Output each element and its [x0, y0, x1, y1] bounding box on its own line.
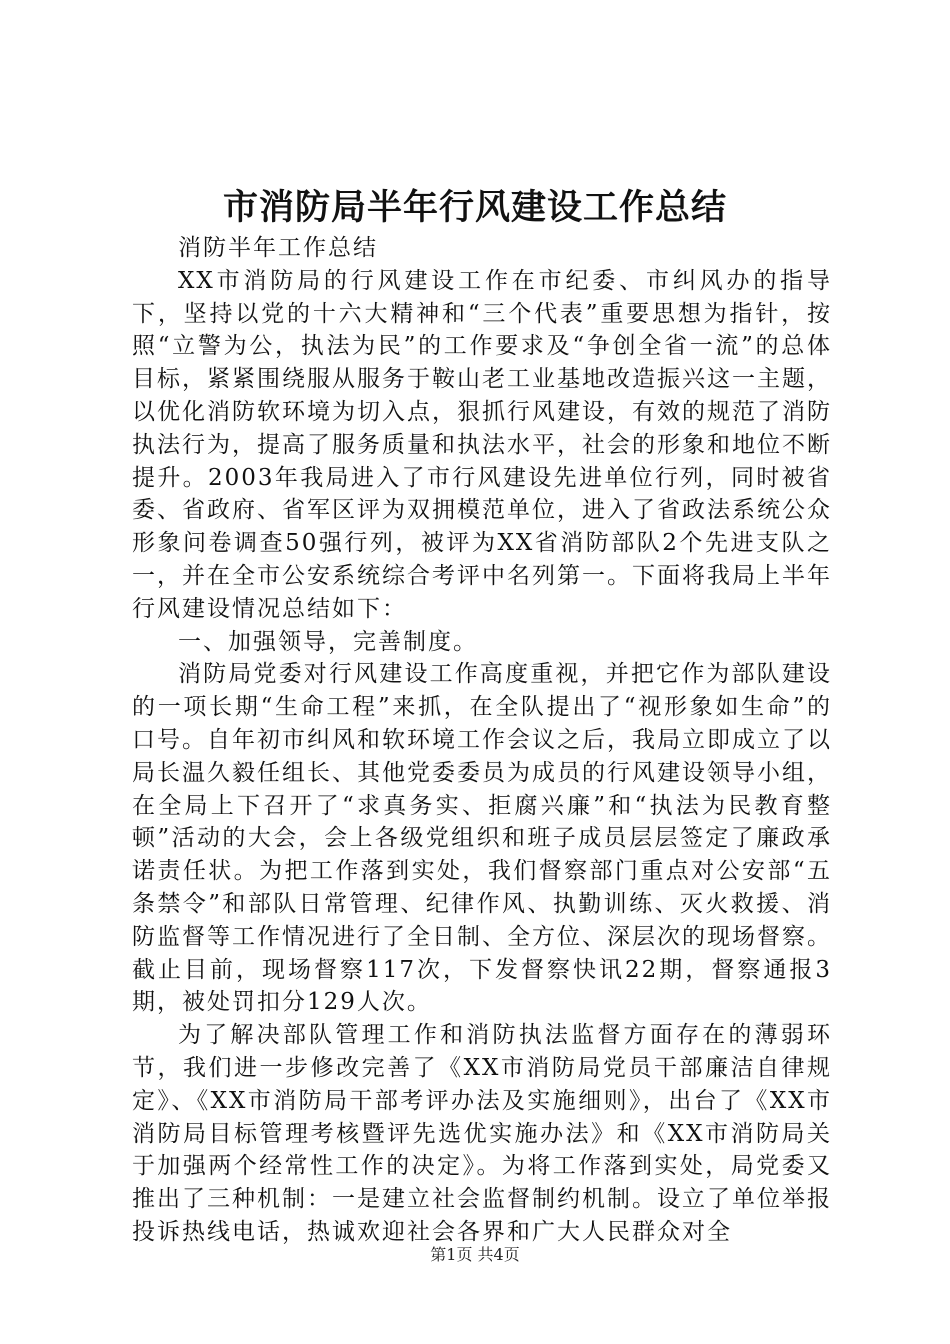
paragraph-regulations: 为了解决部队管理工作和消防执法监督方面存在的薄弱环节，我们进一步修改完善了《XX市消防局党员干部廉洁自律规定》、《XX市消防局干部考评办法及实施细则》，出台了《XX市消防局目标管理考核暨评先选优实施办法》和《XX市消防局关于加强两个经常性工作的决定》。为将工作落到实处，局党委又推出了三种机制：一是建立社会监督制约机制。设立了单位举报投诉热线电话，热诚欢迎社会各界和广大人民群众对全	[132, 1022, 832, 1245]
paragraph-subtitle: 消防半年工作总结	[178, 235, 378, 261]
document-title: 市消防局半年行风建设工作总结	[222, 188, 727, 228]
paragraph-leadership: 消防局党委对行风建设工作高度重视，并把它作为部队建设的一项长期“生命工程”来抓，在全队提出了“视形象如生命”的口号。自年初市纠风和软环境工作会议之后，我局立即成立了以局长温久毅任组长、其他党委委员为成员的行风建设领导小组，在全局上下召开了“求真务实、拒腐兴廉”和“执法为民教育整顿”活动的大会，会上各级党组织和班子成员层层签定了廉政承诺责任状。为把工作落到实处，我们督察部门重点对公安部“五条禁令”和部队日常管理、纪律作风、执勤训练、灭火救援、消防监督等工作情况进行了全日制、全方位、深层次的现场督察。截止目前，现场督察117次，下发督察快讯22期，督察通报3期，被处罚扣分129人次。	[132, 661, 832, 1016]
page-number: 第1页 共4页	[430, 1245, 520, 1264]
section-heading: 一、加强领导，完善制度。	[178, 628, 478, 655]
paragraph-intro: XX市消防局的行风建设工作在市纪委、市纠风办的指导下，坚持以党的十六大精神和“三个代表”重要思想为指针，按照“立警为公，执法为民”的工作要求及“争创全省一流”的总体目标，紧紧围绕服从服务于鞍山老工业基地改造振兴这一主题，以优化消防软环境为切入点，狠抓行风建设，有效的规范了消防执法行为，提高了服务质量和执法水平，社会的形象和地位不断提升。2003年我局进入了市行风建设先进单位行列，同时被省委、省政府、省军区评为双拥模范单位，进入了省政法系统公众形象问卷调查50强行列，被评为XX省消防部队2个先进支队之一，并在全市公安系统综合考评中名列第一。下面将我局上半年行风建设情况总结如下：	[132, 267, 832, 622]
document-body	[132, 232, 832, 1249]
